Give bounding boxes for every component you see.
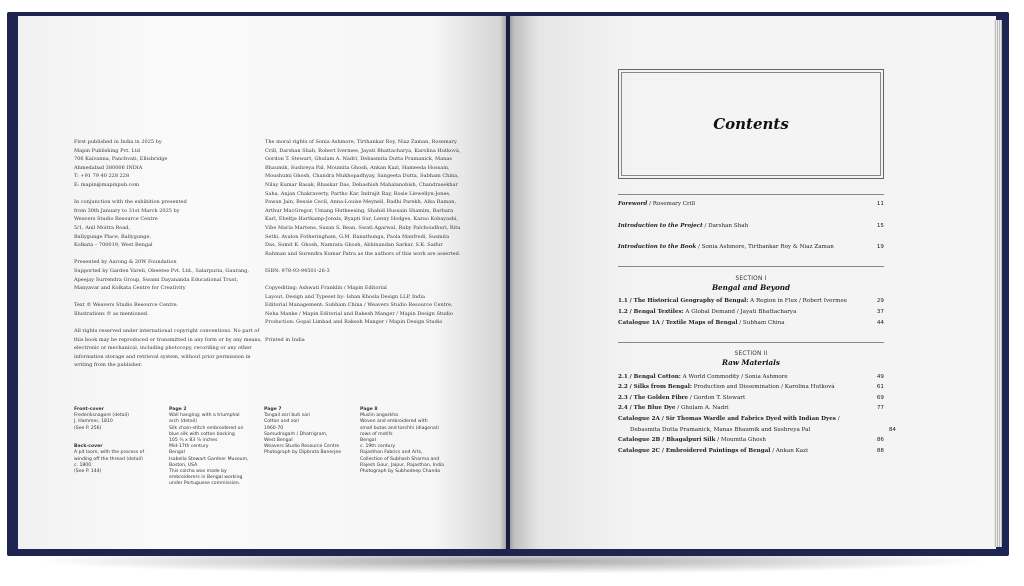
imprint-line — [74, 190, 262, 199]
credit-page-2 — [169, 407, 249, 488]
toc-entry — [618, 309, 884, 315]
toc-page-number: 29 — [876, 298, 884, 304]
imprint-line: Apeejay Surrendra Group, Swami Dayananda Educational Trust, — [74, 276, 239, 283]
toc-page-number: 49 — [876, 374, 884, 380]
imprint-line — [74, 293, 262, 302]
imprint-line — [265, 276, 460, 285]
imprint-line: Manyavar and Kolkata Centre for Creativity — [74, 285, 186, 292]
section-1-name: Bengal and Beyond — [711, 283, 791, 292]
toc-entry-title: Textile Maps of Bengal — [665, 320, 738, 326]
imprint-line: All rights reserved under international copyright conventions. No part of — [74, 328, 260, 335]
imprint-line: E: mapin@mapinpub.com — [74, 181, 140, 188]
credit-page-8 — [360, 407, 444, 475]
credit-line: 1960-70 — [264, 425, 284, 431]
section-2-name: Raw Materials — [722, 358, 780, 367]
credit-line: Silk chain-stitch embroidered on — [169, 425, 244, 431]
credit-line: blue silk with cotton backing — [169, 431, 235, 437]
toc-entry-title: Introduction to the Project — [618, 223, 703, 229]
toc-page-number: 37 — [876, 309, 884, 315]
imprint-line — [265, 258, 460, 267]
imprint-line: Saha, Anjan Chakraverty, Partho Kar, Indrajit Ray, Rosie Llewellyn-Jones, — [265, 190, 451, 197]
credit-line: under Portuguese commission. — [169, 481, 241, 487]
divider-rule — [618, 342, 884, 343]
imprint-line: In conjunction with the exhibition presented — [74, 199, 187, 206]
contents-title-box — [618, 69, 884, 179]
toc-entry-number: Catalogue 2A / — [618, 416, 666, 422]
toc-page-number: 19 — [876, 244, 884, 250]
credit-line: J. Hammer, 1810 — [74, 419, 113, 425]
credit-line: Boston, USA — [169, 462, 198, 468]
credit-line: (See P. 144) — [74, 469, 102, 475]
imprint-line: Text © Weavers Studio Resource Centre. — [74, 302, 179, 309]
toc-entry-author: / Subham China — [737, 320, 785, 326]
toc-entry-number: 2.2 / — [618, 384, 634, 390]
imprint-line: Rahman and Surendra Kumar Patra as the authors of this work are asserted. — [265, 250, 461, 257]
toc-entry-author: / Rosemary Crill — [647, 201, 696, 207]
toc-entry-number: 1.1 / — [618, 298, 634, 304]
contents-title: Contents — [713, 115, 789, 133]
toc-entry-author: / Sonia Ashmore, Tirthankar Roy & Niaz Zaman — [696, 244, 834, 250]
toc-entry-number: Catalogue 2B / — [618, 437, 667, 443]
imprint-line: First published in India in 2025 by — [74, 139, 162, 145]
section-2-label: SECTION II — [734, 351, 768, 357]
toc-entry-number: 1.2 / — [618, 309, 634, 315]
credit-line: (See P. 256) — [74, 425, 102, 431]
imprint-line: Nilay Kumar Basak, Bhaskar Das, Debashish Mahalanobish, Chandrasekhar — [265, 181, 458, 188]
toc-entry — [618, 244, 884, 250]
credit-line: Collection of Subhash Sharma and — [360, 456, 440, 462]
imprint-line: Vibe Maria Martens, Susan S. Bean, Swati Agarwal, Ruby Palchoudhuri, Ritu — [265, 224, 461, 231]
toc-entry-title: Silks from Bengal: — [633, 384, 692, 390]
toc-entry-author: A World Commodity / Sonia Ashmore — [680, 374, 788, 380]
credit-title: Page 7 — [264, 407, 282, 412]
credit-line: Rajasthan Fabrics and Arts, — [360, 450, 423, 456]
toc-entry-author: / Moumita Ghosh — [715, 437, 766, 443]
imprint-column-2 — [265, 138, 460, 344]
toc-entry — [618, 201, 884, 207]
imprint-line: Arthur MacGregor, Umang Hutheesing, Shahid Hussain Shamim, Barbara — [265, 207, 454, 214]
imprint-line — [265, 327, 460, 336]
toc-entry — [618, 374, 884, 380]
book-gutter — [500, 16, 514, 549]
toc-entry — [618, 395, 884, 401]
credit-line: Isabella Stewart Gardner Museum, — [169, 456, 249, 462]
credit-line: Muslin angarkha — [360, 413, 398, 419]
credit-line: Tangail zori buti sari — [264, 413, 311, 419]
credit-line: winding off the thread (detail) — [74, 456, 143, 462]
imprint-line: T: +91 79 40 228 228 — [74, 173, 130, 180]
imprint-line: electronic or mechanical, including photocopy, recording or any other — [74, 345, 252, 352]
toc-entry-title: Foreword — [618, 201, 648, 207]
imprint-line: Karl, Ebeltje Hartkamp-Jonxis, Byapti Sur, Lenny Hodges, Kazuo Kobayashi, — [265, 216, 459, 223]
divider-rule — [618, 194, 884, 195]
imprint-line: Editorial Management: Subham China / Weavers Studio Resource Centre, — [265, 302, 453, 309]
section-1-heading — [618, 276, 884, 292]
imprint-line: Copyediting: Ashwati Franklin / Mapin Editorial — [265, 285, 387, 292]
toc-page-number: 84 — [888, 427, 896, 433]
imprint-line: writing from the publisher. — [74, 362, 143, 369]
toc-entry-author: Production and Dissemination / Karolina Hutková — [691, 384, 835, 390]
imprint-line: Production: Gopal Limbad and Rakesh Manger / Mapin Design Studio — [265, 319, 443, 326]
imprint-line: Sethi, Avalon Fotheringham, G.M. Ranathunga, Paola Manfredi, Susmita — [265, 233, 450, 240]
toc-entry-title: The Golden Fibre — [633, 395, 689, 401]
toc-entry-author: Debasmita Dutta Pramanick, Manas Bhaumik and Sushreya Pal — [630, 427, 811, 433]
toc-entry-number: Catalogue 1A / — [618, 320, 666, 326]
credit-line: arch (detail) — [169, 419, 197, 425]
imprint-line: information storage and retrieval system, without prior permission in — [74, 353, 251, 360]
credit-line: Photograph by Dipbrata Banerjee — [264, 450, 342, 456]
toc-page-number: 11 — [876, 201, 884, 207]
toc-entry — [618, 437, 884, 443]
credit-title: Page 2 — [169, 407, 187, 412]
credit-line: Rajesh Gour, Jaipur, Rajasthan, India — [360, 462, 444, 468]
credit-title: Front-cover — [74, 407, 104, 412]
toc-entry-title: Bengal Cotton: — [633, 374, 681, 380]
credit-line: This colcha was made by — [169, 469, 227, 475]
credit-line: Samudragarh / Dhatrigram, — [264, 431, 328, 437]
toc-entry-author: / — [835, 416, 840, 422]
imprint-line: Presented by Aarong & 20W Foundation — [74, 259, 177, 266]
credit-line: Frederiksnagore (detail) — [74, 413, 129, 419]
credit-line: Mid-17th century — [169, 444, 209, 450]
toc-entry-number: 2.3 / — [618, 395, 634, 401]
imprint-line: Bhaumik, Sushreya Pal, Moumita Ghosh, Ankan Kazi, Hameeda Hossain, — [265, 164, 450, 171]
imprint-line: Crill, Darshan Shah, Robert Ivermee, Jayati Bhattacharya, Karolina Hutková, — [265, 147, 461, 154]
page-edges — [994, 20, 1002, 547]
section-1-label: SECTION I — [735, 276, 767, 282]
toc-entry-number: 2.4 / — [618, 405, 634, 411]
toc-page-number: 88 — [876, 448, 884, 454]
imprint-line: 706 Kaivanna, Panchvati, Ellisbridge — [74, 156, 168, 163]
toc-entry — [618, 405, 884, 411]
imprint-line: Printed in India — [265, 336, 305, 343]
credit-line: c. 1800 — [74, 462, 92, 468]
toc-page-number: 77 — [876, 405, 884, 411]
imprint-line: Supported by Garden Vareli, Obeetee Pvt. Ltd., Salarpuria, Gaurang, — [74, 267, 249, 274]
toc-entry-number: Catalogue 2C / — [618, 448, 666, 454]
credit-line: Bengal — [169, 450, 185, 456]
contents-title-box-inner — [621, 72, 881, 176]
credit-line: Bengal — [360, 438, 376, 444]
credit-line: West Bengal — [264, 438, 293, 444]
imprint-line: Kolkata – 700019, West Bengal — [74, 242, 153, 249]
toc-entry-title: Bhagalpuri Silk — [666, 437, 716, 443]
credit-line: 105 ¾ x 83 ⅞ inches — [169, 438, 218, 444]
toc-entry-author: / Gordon T. Stewart — [688, 395, 746, 401]
toc-entry-author: / Darshan Shah — [702, 223, 749, 229]
toc-page-number: 15 — [876, 223, 884, 229]
toc-entry-title: Embroidered Paintings of Bengal — [665, 448, 771, 454]
toc-entry — [618, 298, 884, 304]
credit-line: Weavers Studio Resource Centre — [264, 444, 340, 450]
imprint-line: The moral rights of Sonia Ashmore, Tirthankar Roy, Niaz Zaman, Rosemary — [265, 139, 457, 145]
toc-entry — [618, 416, 884, 422]
toc-entry-title: The Historical Geography of Bengal: — [633, 298, 749, 304]
imprint-line: Ballygunge Place, Ballygunge, — [74, 233, 152, 240]
toc-page-number: 69 — [876, 395, 884, 401]
credit-line: Wall hanging; with a triumphal — [169, 413, 240, 419]
credit-title: Page 8 — [360, 407, 378, 412]
credit-line: Cotton and zori — [264, 419, 300, 425]
imprint-line: Neha Manke / Mapin Editorial and Rakesh Manger / Mapin Design Studio — [265, 310, 453, 317]
credit-cover — [74, 407, 144, 475]
imprint-column-1 — [74, 138, 262, 370]
toc-entry — [618, 427, 896, 433]
section-2-heading — [618, 351, 884, 367]
toc-entry-title: Bengal Textiles: — [633, 309, 684, 315]
imprint-line: from 30th January to 31st March 2025 by — [74, 207, 180, 214]
toc-entry-title: Sir Thomas Wardle and Fabrics Dyed with Indian Dyes — [665, 416, 836, 422]
toc-entry-author: / Ankan Kazi — [770, 448, 808, 454]
toc-entry — [618, 448, 884, 454]
toc-entry-number: 2.1 / — [618, 374, 634, 380]
toc-entry — [618, 223, 884, 229]
imprint-line: 5/1, Anil Moitra Road, — [74, 224, 131, 231]
toc-entry-title: The Blue Dye — [633, 405, 676, 411]
credit-page-7 — [264, 407, 341, 457]
credit-line: c. 19th century — [360, 444, 396, 450]
credit-line: A pit loom, with the process of — [74, 450, 145, 456]
imprint-line: Moushumi Ghosh, Chandra Mukhopadhyay, Sangeeta Dutta, Subham China, — [265, 173, 459, 180]
imprint-line: Mapin Publishing Pvt. Ltd — [74, 147, 140, 154]
imprint-line: Ahmedabad 380006 INDIA — [74, 164, 143, 171]
toc-entry-author: A Region in Flux / Robert Ivermee — [748, 298, 848, 304]
credit-line: embroiderers in Bengal working — [169, 475, 243, 481]
toc-page-number: 86 — [876, 437, 884, 443]
imprint-line: Illustrations © as mentioned. — [74, 310, 149, 317]
credit-line: Woven and embroidered with — [360, 419, 428, 425]
imprint-line — [74, 318, 262, 327]
imprint-line: this book may be reproduced or transmitted in any form or by any means, — [74, 336, 262, 343]
toc-entry-author: A Global Demand / Jayati Bhattacharya — [683, 309, 797, 315]
toc-entry — [618, 384, 884, 390]
toc-entry — [618, 320, 884, 326]
toc-page-number: 61 — [876, 384, 884, 390]
toc-entry-author: / Ghulam A. Nadri — [675, 405, 729, 411]
toc-page-number: 44 — [876, 320, 884, 326]
credit-line: rows of motifs — [360, 431, 393, 437]
imprint-line: Weavers Studio Resource Centre — [74, 216, 158, 223]
imprint-line: ISBN: 978-93-94501-26-3 — [265, 267, 330, 274]
imprint-line: Das, Sumit K. Ghosh, Namrata Ghosh, Abhinandan Sarkar, S.K. Saifur — [265, 242, 443, 249]
credit-line: small butas and tarchhi (diagonal) — [360, 425, 439, 431]
imprint-line: Pawan Jain, Bessie Cecil, Anna-Louise Meynell, Radhi Parekh, Alka Raman, — [265, 199, 457, 206]
credit-title: Back-cover — [74, 444, 103, 450]
credit-line: Photograph by Subhodeep Chanda — [360, 469, 441, 475]
imprint-line: Layout, Design and Typeset by: Ishan Khosla Design LLP, India — [265, 293, 425, 300]
divider-rule — [618, 266, 884, 267]
imprint-line: Gordon T. Stewart, Ghulam A. Nadri, Debasmita Dutta Pramanick, Manas — [265, 156, 452, 163]
toc-entry-title: Introduction to the Book — [618, 244, 697, 250]
imprint-line — [74, 250, 262, 259]
